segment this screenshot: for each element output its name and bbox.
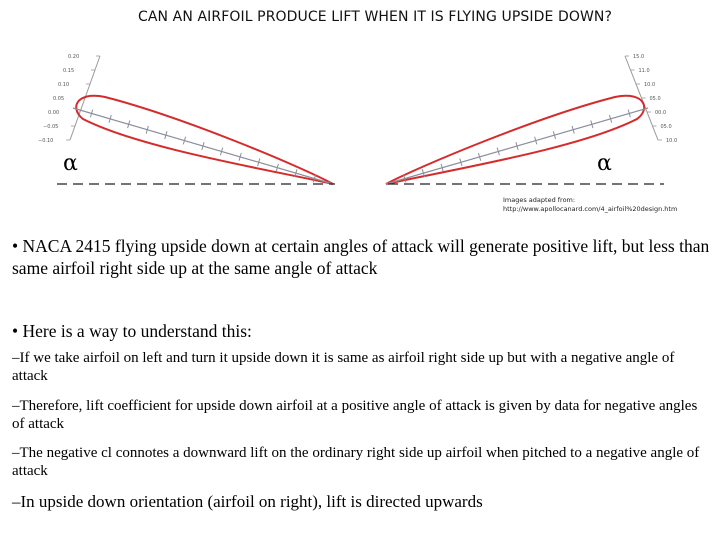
left-scale-label: 0.00: [48, 110, 60, 116]
right-scale-label: 05.0: [660, 124, 672, 130]
left-alpha-label: α: [63, 151, 78, 176]
image-credit: [503, 196, 717, 213]
right-airfoil-group: [386, 54, 677, 184]
bullet-way-to-understand: • Here is a way to understand this:: [12, 321, 252, 341]
right-scale-label: 15.0: [633, 54, 645, 60]
right-alpha-label: α: [597, 151, 612, 176]
left-airfoil-outline: [76, 96, 333, 184]
left-scale-label: 0.10: [58, 82, 70, 88]
subbullet-lift-coefficient: –Therefore, lift coefficient for upside down airfoil at a positive angle of attack is given by data for negative angles of attack: [12, 398, 698, 432]
left-scale-label: −0.10: [38, 138, 54, 144]
subbullet-negative-cl: –The negative cl connotes a downward lift on the ordinary right side up airfoil when pitched to a negative angle of attack: [12, 445, 700, 479]
credit-line-1: Images adapted from:: [503, 196, 576, 204]
left-scale-label: 0.05: [53, 96, 65, 102]
credit-url: http://www.apollocanard.com/4_airfoil%20design.htm: [503, 204, 678, 213]
right-scale-label: 00.0: [655, 110, 667, 116]
bullet-naca-2415: • NACA 2415 flying upside down at certain angles of attack will generate positive lift, but less than same airfoil right side up at the same angle of attack: [12, 236, 710, 278]
right-scale-label: 05.0: [649, 96, 661, 102]
slide-title: CAN AN AIRFOIL PRODUCE LIFT WHEN IT IS FLYING UPSIDE DOWN?: [138, 9, 612, 25]
left-airfoil-group: [38, 54, 335, 184]
right-scale-label: 10.0: [644, 82, 656, 88]
subbullet-turn-upside-down: –If we take airfoil on left and turn it upside down it is same as airfoil right side up but with a negative angle of attack: [12, 350, 675, 384]
subbullet-lift-upwards: –In upside down orientation (airfoil on right), lift is directed upwards: [12, 492, 483, 511]
left-scale-label: 0.20: [68, 54, 80, 60]
right-scale-label: 11.0: [638, 68, 650, 74]
left-scale-label: 0.15: [63, 68, 75, 74]
left-scale-label: −0.05: [43, 124, 59, 130]
right-scale-label: 10.0: [666, 138, 678, 144]
